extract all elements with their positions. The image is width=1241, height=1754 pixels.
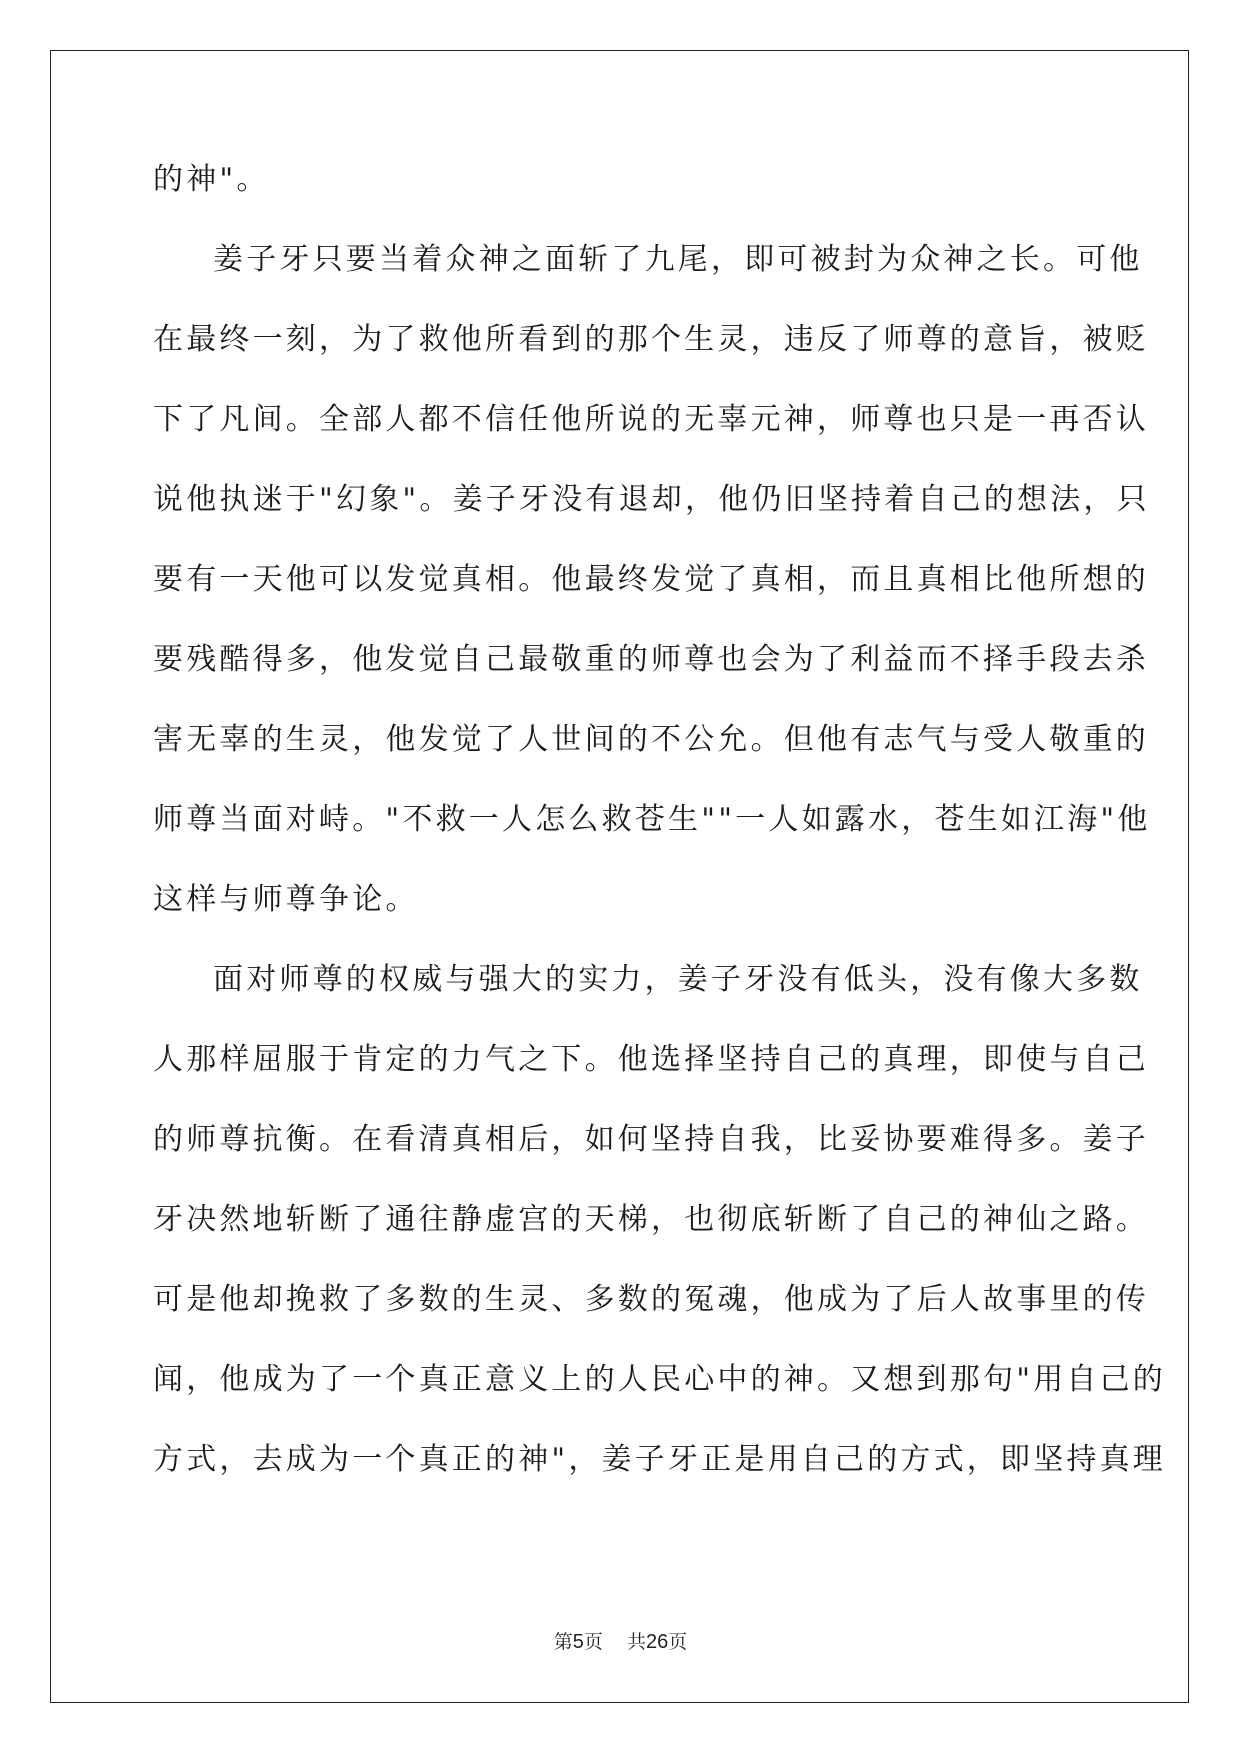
- page-prefix: 第: [553, 1631, 573, 1653]
- text-line: 说他执迷于"幻象"。姜子牙没有退却，他仍旧坚持着自己的想法，只: [153, 482, 1150, 517]
- page-number: 5: [572, 1631, 584, 1653]
- text-line: 师尊当面对峙。"不救一人怎么救苍生""一人如露水，苍生如江海"他: [153, 802, 1151, 837]
- text-line: 在最终一刻，为了救他所看到的那个生灵，违反了师尊的意旨，被贬: [153, 322, 1149, 357]
- total-suffix: 页: [668, 1631, 688, 1653]
- text-line: 方式，去成为一个真正的神"，姜子牙正是用自己的方式，即坚持真理: [153, 1442, 1166, 1477]
- text-line: 人那样屈服于肯定的力气之下。他选择坚持自己的真理，即使与自己: [153, 1042, 1149, 1077]
- text-line: 牙决然地斩断了通往静虚宫的天梯，也彻底斩断了自己的神仙之路。: [153, 1202, 1149, 1237]
- text-line: 要残酷得多，他发觉自己最敬重的师尊也会为了利益而不择手段去杀: [153, 642, 1149, 677]
- text-line: 要有一天他可以发觉真相。他最终发觉了真相，而且真相比他所想的: [153, 562, 1149, 597]
- total-prefix: 共: [626, 1631, 646, 1653]
- text-line: 的神"。: [153, 162, 270, 197]
- text-line: 闻，他成为了一个真正意义上的人民心中的神。又想到那句"用自己的: [153, 1362, 1166, 1397]
- text-line: 可是他却挽救了多数的生灵、多数的冤魂，他成为了后人故事里的传: [153, 1282, 1149, 1317]
- page-footer: [0, 1627, 1241, 1654]
- text-line: 下了凡间。全部人都不信任他所说的无辜元神，师尊也只是一再否认: [153, 402, 1149, 437]
- paragraph-first-line: 面对师尊的权威与强大的实力，姜子牙没有低头，没有像大多数: [213, 962, 1143, 997]
- paragraph-first-line: 姜子牙只要当着众神之面斩了九尾，即可被封为众神之长。可他: [213, 242, 1143, 277]
- text-line: 害无辜的生灵，他发觉了人世间的不公允。但他有志气与受人敬重的: [153, 722, 1149, 757]
- total-pages: 26: [645, 1631, 669, 1653]
- document-body: [153, 160, 1166, 1520]
- text-line: 这样与师尊争论。: [153, 882, 419, 917]
- text-line: 的师尊抗衡。在看清真相后，如何坚持自我，比妥协要难得多。姜子: [153, 1122, 1149, 1157]
- page-suffix: 页: [583, 1631, 603, 1653]
